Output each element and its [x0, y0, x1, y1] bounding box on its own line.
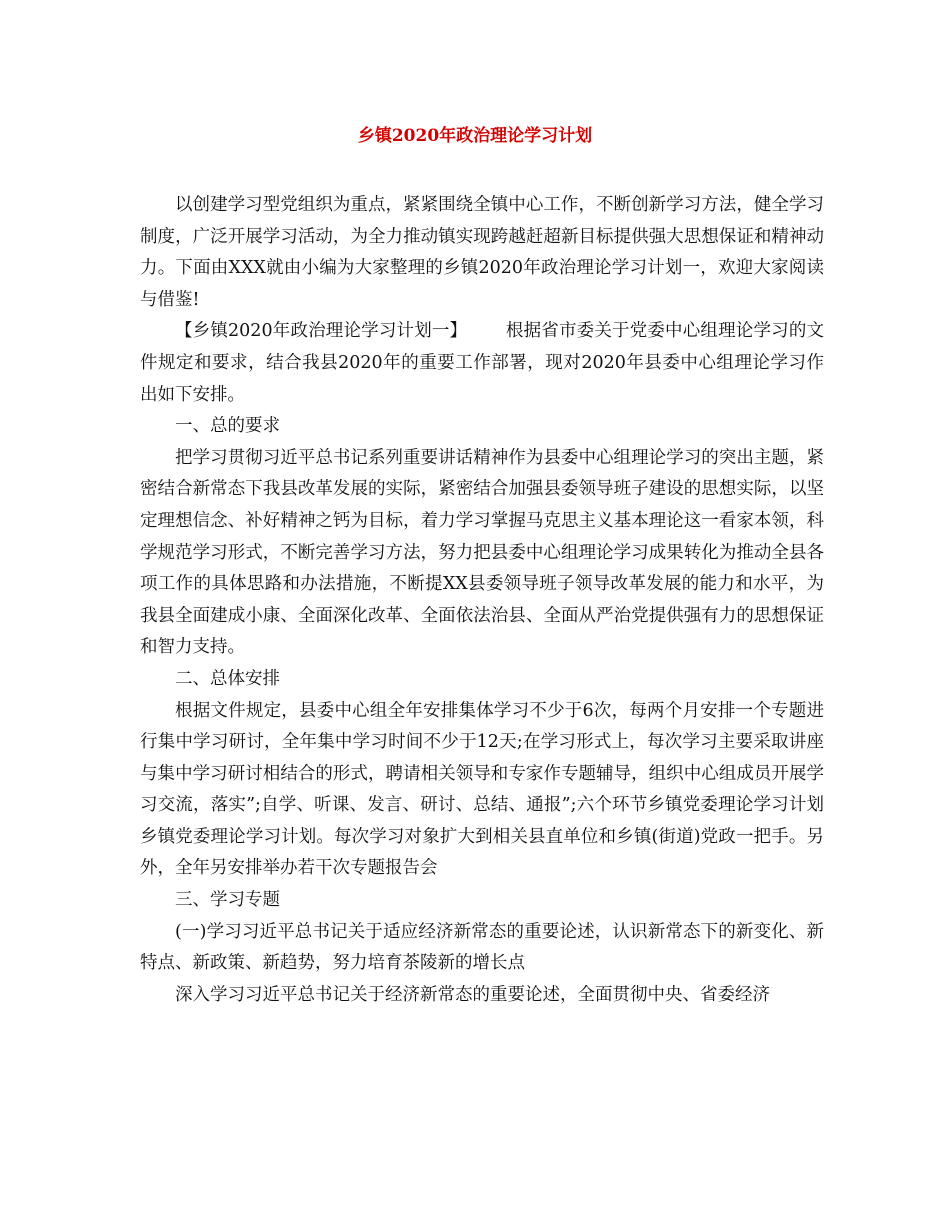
document-body: [140, 190, 824, 1011]
section-2-heading: 二、总体安排: [175, 668, 280, 689]
plan-intro: 根据省市委关于党委中心组理论学习的文件规定和要求，结合我县2020年的重要工作部署，现对2020年县委中心组理论学习作出如下安排。: [140, 321, 824, 405]
plan-label: 【乡镇2020年政治理论学习计划一】: [175, 321, 468, 342]
subsection-1-heading: (一)学习习近平总书记关于适应经济新常态的重要论述，认识新常态下的新变化、新特点、新政策、新趋势，努力培育茶陵新的增长点: [140, 921, 824, 974]
section-2-body: 根据文件规定，县委中心组全年安排集体学习不少于6次，每两个月安排一个专题进行集中学习研讨，全年集中学习时间不少于12天;在学习形式上，每次学习主要采取讲座与集中学习研讨相结合的形式，聘请相关领导和专家作专题辅导，组织中心组成员开展学习交流，落实”;自学、听课、发言、研讨、总结、通报”;六个环节乡镇党委理论学习计划乡镇党委理论学习计划。每次学习对象扩大到相关县直单位和乡镇(街道)党政一把手。另外，全年另安排举办若干次专题报告会: [140, 700, 824, 879]
document-title: 乡镇2020年政治理论学习计划: [357, 126, 593, 146]
section-1-body: 把学习贯彻习近平总书记系列重要讲话精神作为县委中心组理论学习的突出主题，紧密结合新常态下我县改革发展的实际，紧密结合加强县委领导班子建设的思想实际，以坚定理想信念、补好精神之钙为目标，着力学习掌握马克思主义基本理论这一看家本领，科学规范学习形式，不断完善学习方法，努力把县委中心组理论学习成果转化为推动全县各项工作的具体思路和办法措施，不断提XX县委领导班子领导改革发展的能力和水平，为我县全面建成小康、全面深化改革、全面依法治县、全面从严治党提供强有力的思想保证和智力支持。: [140, 447, 824, 658]
plan-paragraph: [140, 316, 824, 411]
section-1-heading: 一、总的要求: [175, 416, 280, 437]
intro-paragraph: 以创建学习型党组织为重点，紧紧围绕全镇中心工作，不断创新学习方法，健全学习制度，广泛开展学习活动，为全力推动镇实现跨越赶超新目标提供强大思想保证和精神动力。下面由XXX就由小编为大家整理的乡镇2020年政治理论学习计划一，欢迎大家阅读与借鉴!: [140, 195, 824, 310]
section-3-heading: 三、学习专题: [175, 890, 280, 911]
subsection-1-body: 深入学习习近平总书记关于经济新常态的重要论述，全面贯彻中央、省委经济: [175, 984, 770, 1005]
